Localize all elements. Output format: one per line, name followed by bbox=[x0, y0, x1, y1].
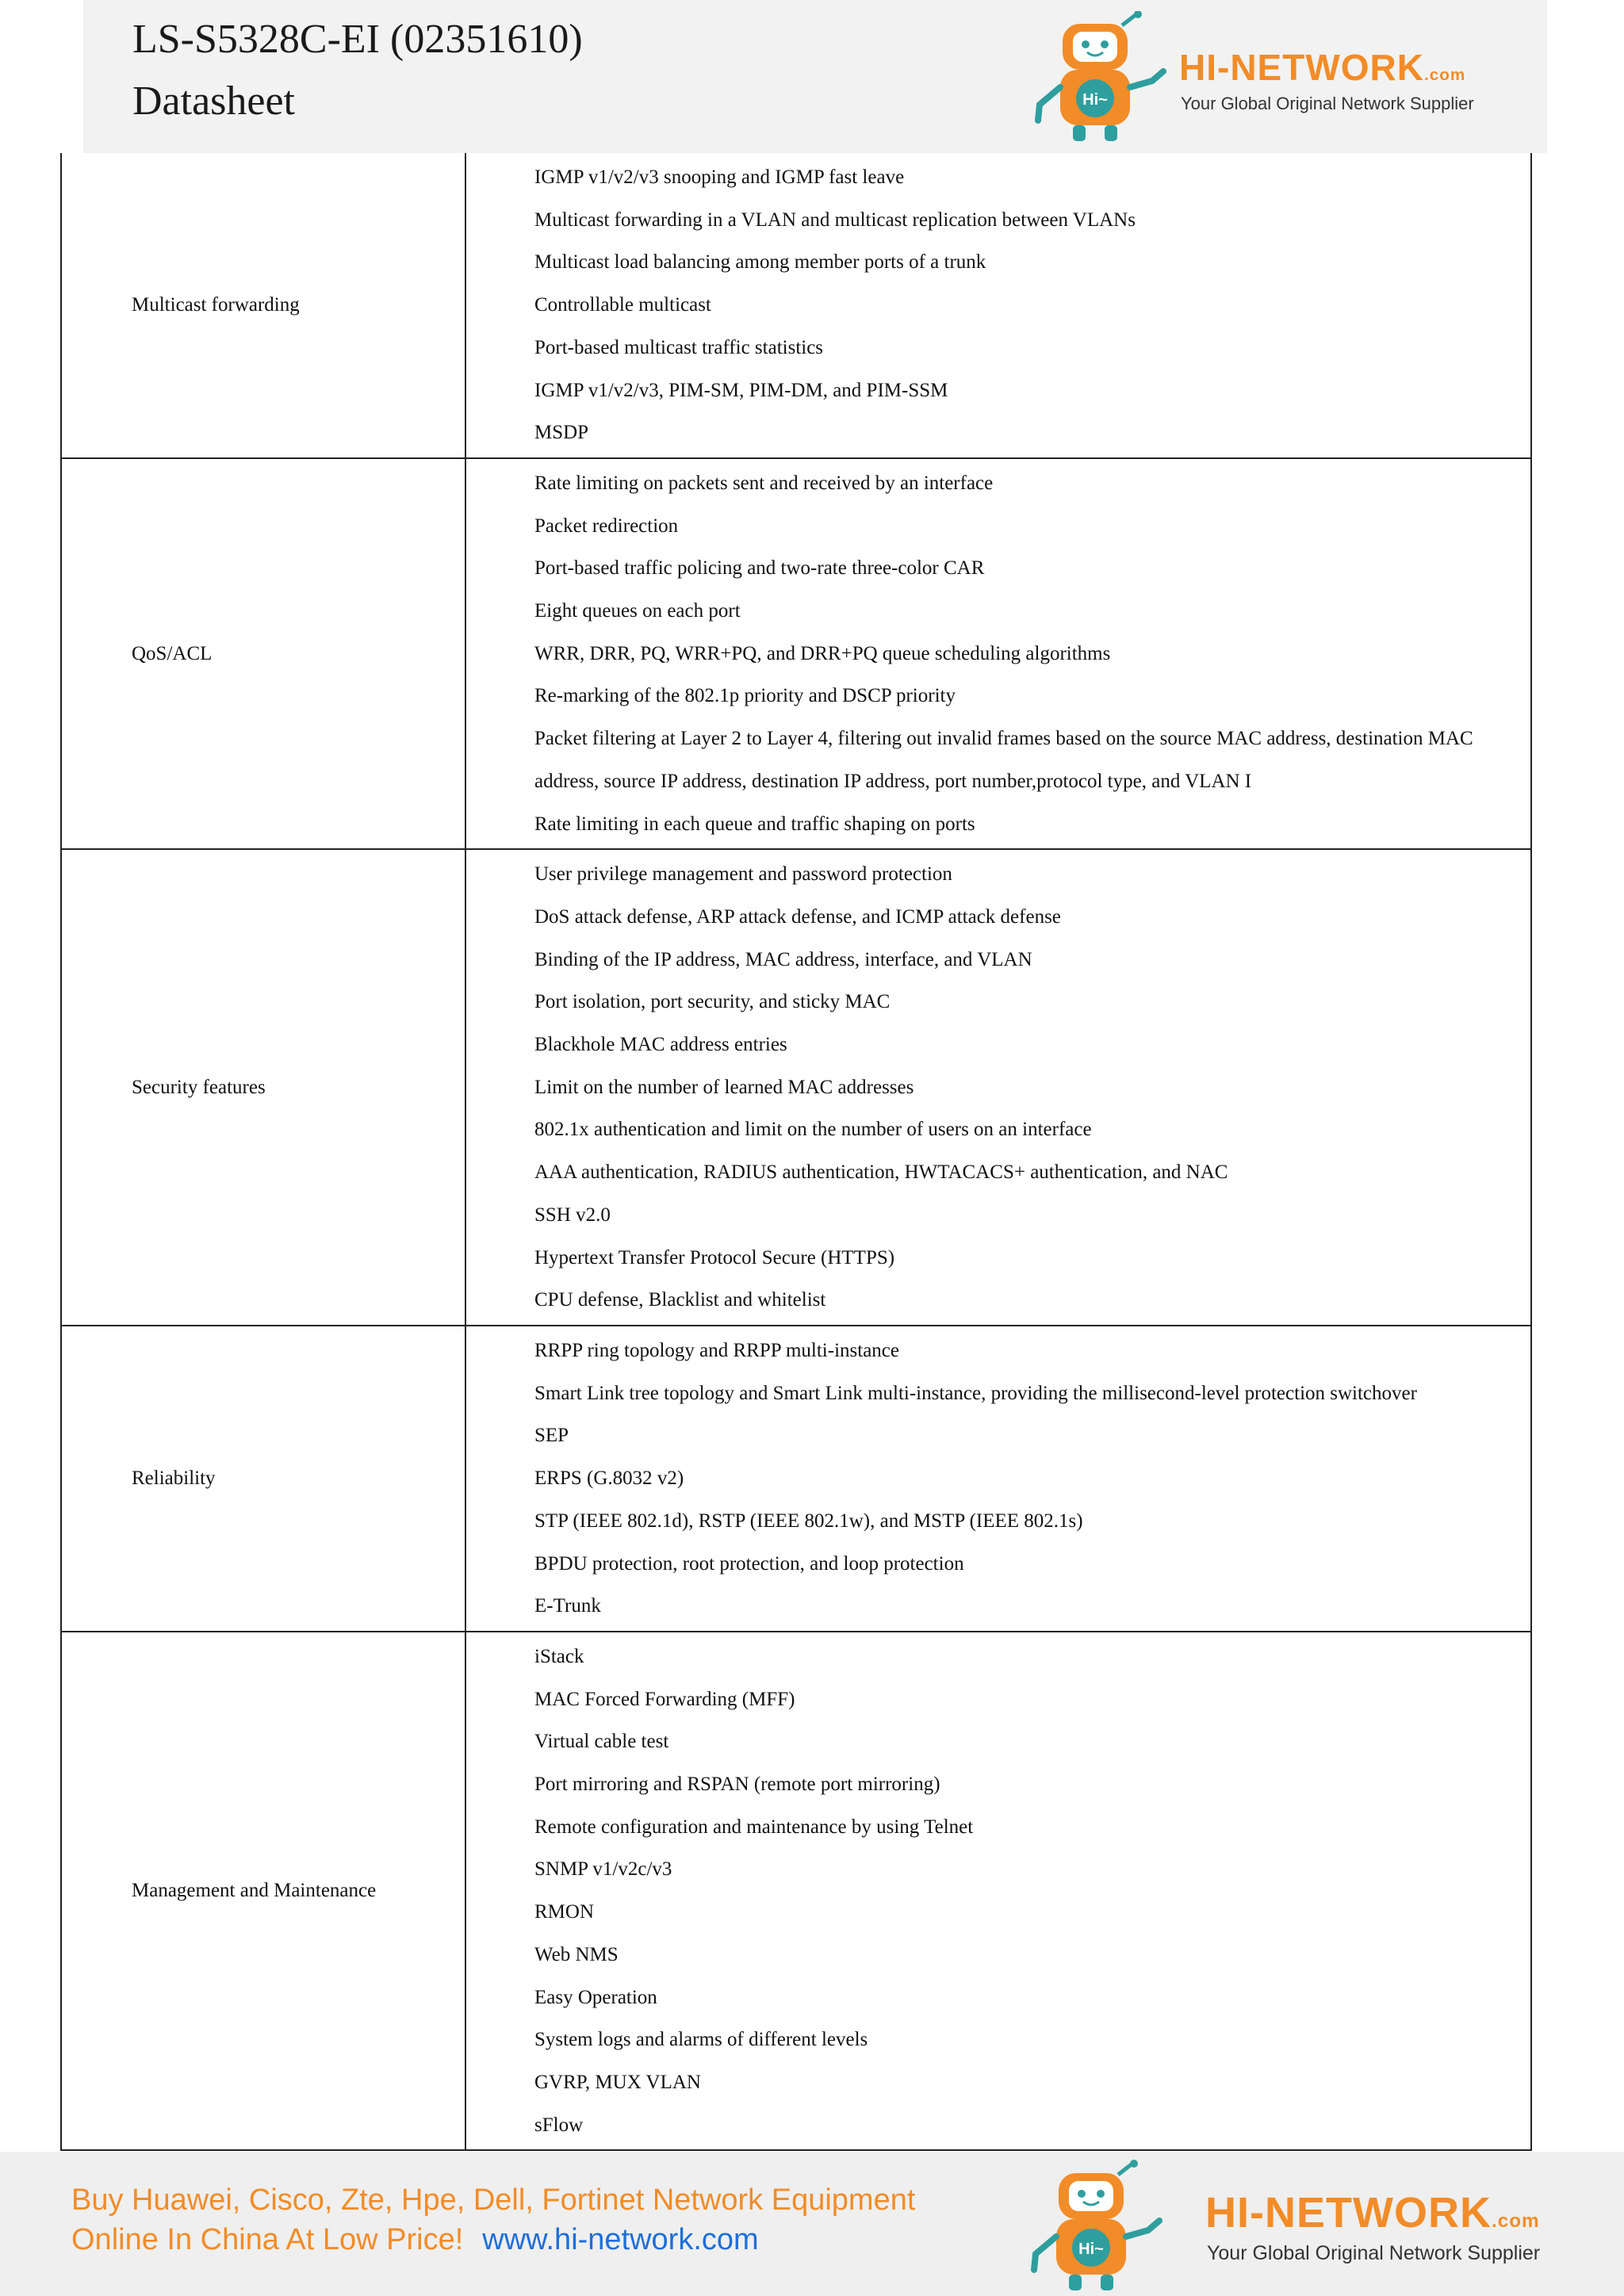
feature-item: Rate limiting in each queue and traffic shaping on ports bbox=[534, 813, 975, 835]
feature-item: RMON bbox=[534, 1901, 595, 1923]
feature-item: Controllable multicast bbox=[534, 294, 711, 316]
logo-brand: HI-NETWORK.com bbox=[1179, 47, 1466, 88]
feature-item: E-Trunk bbox=[534, 1595, 601, 1617]
footer-url-link[interactable]: www.hi-network.com bbox=[482, 2223, 759, 2256]
feature-item: GVRP, MUX VLAN bbox=[534, 2071, 701, 2093]
feature-item: SEP bbox=[534, 1425, 569, 1447]
features-cell bbox=[465, 1632, 1531, 2150]
feature-item: Hypertext Transfer Protocol Secure (HTTPS) bbox=[534, 1246, 895, 1269]
feature-item: Port mirroring and RSPAN (remote port mirroring) bbox=[534, 1774, 940, 1796]
features-cell bbox=[465, 458, 1531, 849]
category-cell: Reliability bbox=[61, 1326, 465, 1632]
feature-item: RRPP ring topology and RRPP multi-instance bbox=[534, 1339, 899, 1361]
feature-item: Remote configuration and maintenance by using Telnet bbox=[534, 1816, 974, 1838]
feature-item: Smart Link tree topology and Smart Link multi-instance, providing the millisecond-level protection switchover bbox=[534, 1382, 1417, 1404]
logo-tagline: Your Global Original Network Supplier bbox=[1181, 94, 1474, 113]
table-row bbox=[61, 458, 1531, 849]
page-footer bbox=[0, 2152, 1624, 2296]
spec-table bbox=[60, 153, 1532, 2151]
category-cell: Multicast forwarding bbox=[61, 153, 465, 458]
feature-item: CPU defense, Blacklist and whitelist bbox=[534, 1289, 826, 1311]
feature-item: Multicast forwarding in a VLAN and multicast replication between VLANs bbox=[534, 209, 1136, 231]
logo-tagline: Your Global Original Network Supplier bbox=[1207, 2242, 1541, 2264]
feature-item: Easy Operation bbox=[534, 1986, 657, 2008]
category-cell: Security features bbox=[61, 849, 465, 1326]
feature-item: Limit on the number of learned MAC addresses bbox=[534, 1076, 914, 1098]
mascot-text: Hi~ bbox=[1078, 2241, 1104, 2258]
feature-item: Packet filtering at Layer 2 to Layer 4, filtering out invalid frames based on the source MAC address, destination MAC bbox=[534, 728, 1473, 750]
category-cell: Management and Maintenance bbox=[61, 1632, 465, 2150]
feature-item: Web NMS bbox=[534, 1943, 619, 1965]
feature-item: 802.1x authentication and limit on the number of users on an interface bbox=[534, 1119, 1092, 1141]
feature-item: MSDP bbox=[534, 422, 589, 444]
feature-item: Blackhole MAC address entries bbox=[534, 1034, 787, 1056]
feature-item: Eight queues on each port bbox=[534, 600, 741, 622]
mascot-robot-icon bbox=[1023, 2160, 1182, 2296]
document-title: LS-S5328C-EI (02351610) bbox=[132, 17, 583, 62]
footer-promo-text: Online In China At Low Price! bbox=[71, 2223, 464, 2256]
feature-item: Port isolation, port security, and sticky MAC bbox=[534, 991, 891, 1013]
feature-item: AAA authentication, RADIUS authentication, HWTACACS+ authentication, and NAC bbox=[534, 1161, 1228, 1184]
feature-item: System logs and alarms of different levels bbox=[534, 2029, 868, 2051]
table-row bbox=[61, 153, 1531, 458]
footer-promo-line1: Buy Huawei, Cisco, Zte, Hpe, Dell, Fortinet Network Equipment bbox=[71, 2183, 916, 2217]
feature-item: Re-marking of the 802.1p priority and DSCP priority bbox=[534, 685, 956, 707]
feature-item: SSH v2.0 bbox=[534, 1203, 611, 1226]
feature-item: STP (IEEE 802.1d), RSTP (IEEE 802.1w), and MSTP (IEEE 802.1s) bbox=[534, 1510, 1083, 1532]
features-cell bbox=[465, 849, 1531, 1326]
feature-item: Port-based traffic policing and two-rate three-color CAR bbox=[534, 557, 985, 580]
feature-item: IGMP v1/v2/v3 snooping and IGMP fast leave bbox=[534, 166, 905, 188]
mascot-robot-icon bbox=[1027, 11, 1185, 146]
feature-item: sFlow bbox=[534, 2114, 584, 2136]
header-logo bbox=[1027, 11, 1542, 146]
feature-item: IGMP v1/v2/v3, PIM-SM, PIM-DM, and PIM-SSM bbox=[534, 379, 948, 401]
footer-logo bbox=[1023, 2160, 1578, 2296]
page-header bbox=[83, 0, 1547, 153]
feature-item: ERPS (G.8032 v2) bbox=[534, 1468, 684, 1490]
footer-promo-line2 bbox=[71, 2223, 759, 2257]
feature-item: Rate limiting on packets sent and received by an interface bbox=[534, 472, 994, 494]
feature-item: BPDU protection, root protection, and loop protection bbox=[534, 1552, 964, 1575]
feature-item: WRR, DRR, PQ, WRR+PQ, and DRR+PQ queue scheduling algorithms bbox=[534, 642, 1111, 664]
feature-item: Packet redirection bbox=[534, 515, 679, 537]
table-row bbox=[61, 1326, 1531, 1632]
logo-brand: HI-NETWORK.com bbox=[1205, 2189, 1540, 2237]
feature-item: address, source IP address, destination IP address, port number,protocol type, and VLAN I bbox=[534, 770, 1252, 792]
feature-item: Multicast load balancing among member ports of a trunk bbox=[534, 251, 986, 274]
document-subtitle: Datasheet bbox=[132, 78, 296, 124]
feature-item: User privilege management and password protection bbox=[534, 863, 952, 886]
feature-item: DoS attack defense, ARP attack defense, and ICMP attack defense bbox=[534, 905, 1061, 928]
features-cell bbox=[465, 1326, 1531, 1632]
feature-item: SNMP v1/v2c/v3 bbox=[534, 1858, 672, 1881]
feature-item: MAC Forced Forwarding (MFF) bbox=[534, 1688, 795, 1710]
features-cell bbox=[465, 153, 1531, 458]
feature-item: iStack bbox=[534, 1645, 584, 1667]
mascot-text: Hi~ bbox=[1082, 91, 1108, 109]
category-cell: QoS/ACL bbox=[61, 458, 465, 849]
table-row bbox=[61, 1632, 1531, 2150]
feature-item: Binding of the IP address, MAC address, interface, and VLAN bbox=[534, 948, 1032, 970]
table-row bbox=[61, 849, 1531, 1326]
feature-item: Port-based multicast traffic statistics bbox=[534, 336, 824, 358]
feature-item: Virtual cable test bbox=[534, 1731, 669, 1753]
